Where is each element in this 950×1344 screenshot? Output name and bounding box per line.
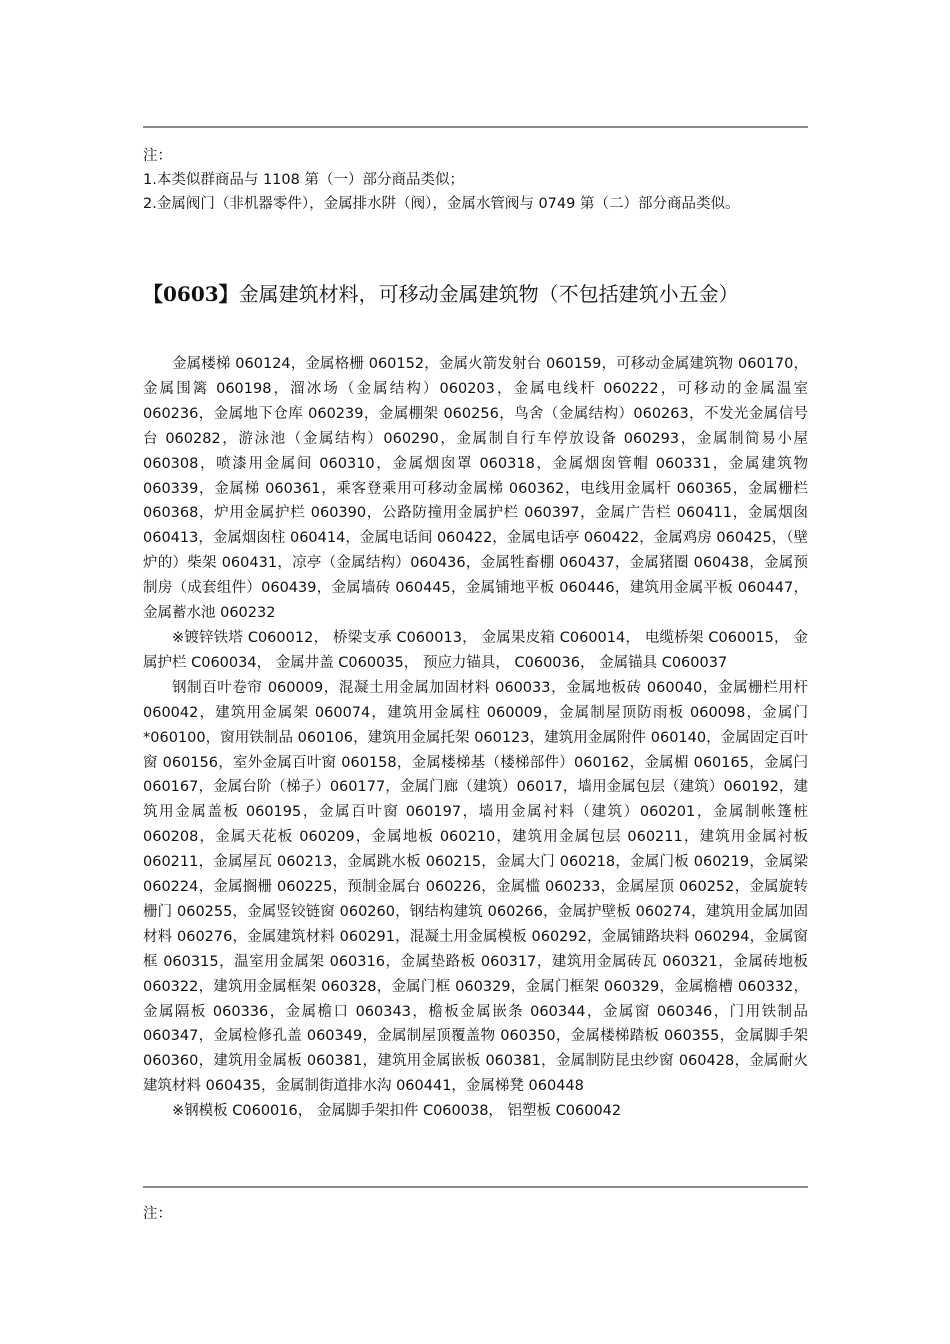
paragraph-c-goods-2: ※钢模板 C060016， 金属脚手架扣件 C060038， 铝塑板 C060042: [172, 1103, 622, 1120]
paragraph-goods-2: 钢制百叶卷帘 060009，混凝土用金属加固材料 060033，金属地板砖 060040，金属栅栏用杆 060042，建筑用金属架 060074，建筑用金属柱 060009，金属制屋顶防雨板 060098，金属门*060100，窗用铁制品 060106，建筑用金属托架 060123，建筑用金属附件 060140，金属固定百叶窗 060156，室外金属百叶窗 060158，金属楼梯基（楼梯部件）060162，金属楣 060165，金属闩 060167，金属台阶（梯子）060177，金属门廊（建筑）06017，墙用金属包层（建筑）060192，建筑用金属盖板 060195，金属百叶窗 060197，墙用金属衬料（建筑）060201，金属制帐篷桩 060208，金属天花板 060209，金属地板 060210，建筑用金属包层 060211，建筑用金属衬板 060211，金属屋瓦 060213，金属跳水板 060215，金属大门 060218，金属门板 060219，金属梁 060224，金属搁栅 060225，预制金属台 060226，金属槛 060233，金属屋顶 060252，金属旋转栅门 060255，金属竖铰链窗 060260，钢结构建筑 060266，金属护壁板 060274，建筑用金属加固材料 060276，金属建筑材料 060291，混凝土用金属模板 060292，金属铺路块料 060294，金属窗框 060315，温室用金属架 060316，金属垫路板 060317，建筑用金属砖瓦 060321，金属砖地板 060322，建筑用金属框架 060328，金属门框 060329，金属门框架 060329，金属檐槽 060332，金属隔板 060336，金属檐口 060343，檐板金属嵌条 060344，金属窗 060346，门用铁制品 060347，金属检修孔盖 060349，金属制屋顶覆盖物 060350，金属楼梯踏板 060355，金属脚手架 060360，建筑用金属板 060381，建筑用金属嵌板 060381，金属制防昆虫纱窗 060428，金属耐火建筑材料 060435，金属制街道排水沟 060441，金属梯凳 060448: [143, 679, 808, 1095]
section-title: 金属建筑材料，可移动金属建筑物（不包括建筑小五金）: [238, 282, 739, 306]
section-body: [143, 352, 808, 1124]
notes-bottom-label: 注：: [143, 1206, 172, 1222]
paragraph-goods-1: 金属楼梯 060124，金属格栅 060152，金属火箭发射台 060159，可移动金属建筑物 060170，金属围篱 060198，溜冰场（金属结构）060203，金属电线杆 060222，可移动的金属温室 060236，金属地下仓库 060239，金属棚架 060256，鸟舍（金属结构）060263，不发光金属信号台 060282，游泳池（金属结构）060290，金属制自行车停放设备 060293，金属制简易小屋 060308，喷漆用金属间 060310，金属烟囱罩 060318，金属烟囱管帽 060331，金属建筑物 060339，金属梯 060361，乘客登乘用可移动金属梯 060362，电线用金属杆 060365，金属栅栏 060368，炉用金属护栏 060390，公路防撞用金属护栏 060397，金属广告栏 060411，金属烟囱 060413，金属烟囱柱 060414，金属电话间 060422，金属电话亭 060422，金属鸡房 060425，（壁炉的）柴架 060431，凉亭（金属结构）060436，金属牲畜棚 060437，金属猪圈 060438，金属预制房（成套组件）060439，金属墙砖 060445，金属铺地平板 060446，建筑用金属平板 060447，金属蓄水池 060232: [143, 356, 808, 622]
section-code: 【0603】: [143, 282, 239, 306]
top-divider: [143, 126, 808, 128]
notes-top: [143, 144, 808, 216]
bottom-divider: [143, 1186, 808, 1188]
note-item-2: 2.金属阀门（非机器零件），金属排水阱（阀），金属水管阀与 0749 第（二）部分商品类似。: [143, 196, 740, 212]
section-heading: [143, 278, 808, 310]
notes-label: 注：: [143, 148, 172, 164]
note-item-1: 1.本类似群商品与 1108 第（一）部分商品类似；: [143, 172, 464, 188]
paragraph-c-goods-1: ※镀锌铁塔 C060012， 桥梁支承 C060013， 金属果皮箱 C060014， 电缆桥架 C060015， 金属护栏 C060034， 金属井盖 C060035， 预应力锚具， C060036， 金属锚具 C060037: [143, 629, 808, 671]
